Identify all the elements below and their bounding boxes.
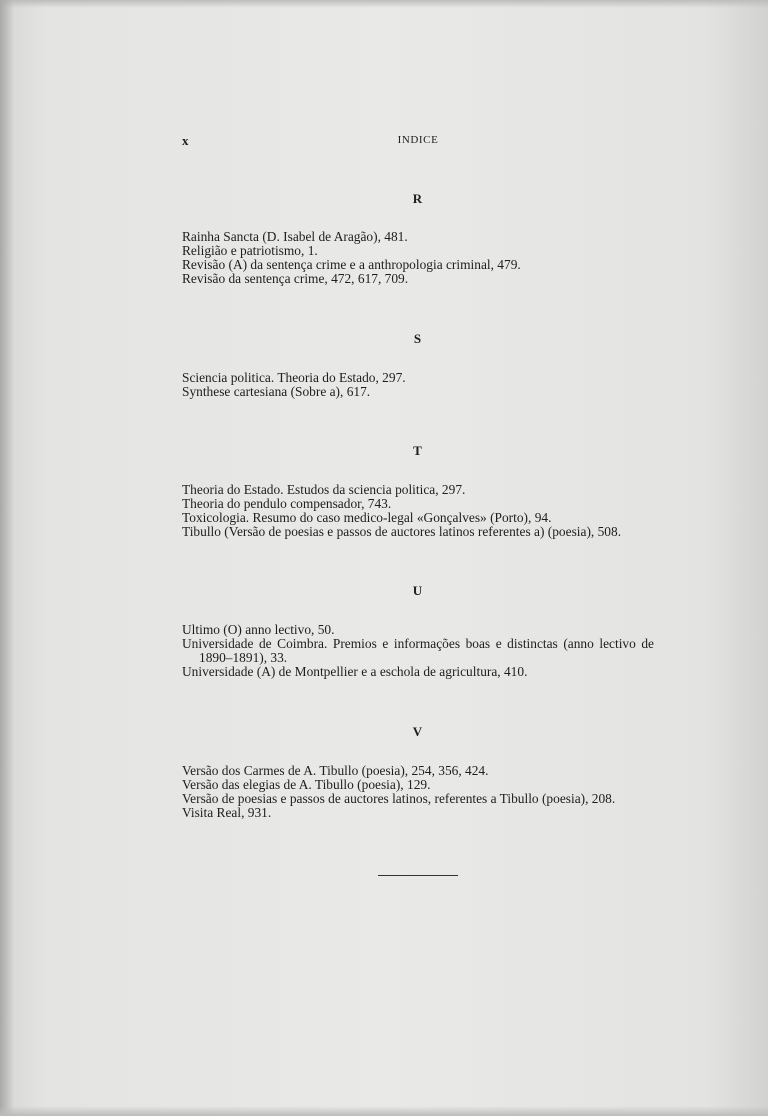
section-entries-s [182,371,654,399]
index-entry: Theoria do pendulo compensador, 743. [182,496,392,511]
index-entry: Ultimo (O) anno lectivo, 50. [182,622,335,637]
section-entries-u [182,623,654,679]
index-entry: Tibullo (Versão de poesias e passos de auctores latinos referentes a) (poesia), 508. [182,524,622,539]
page-number: x [182,133,189,148]
index-entry: Versão de poesias e passos de auctores latinos, referentes a Tibullo (poesia), 208. [182,791,616,806]
section-letter-u: U [412,583,424,598]
index-entry: Revisão da sentença crime, 472, 617, 709. [182,271,409,286]
index-entry: Theoria do Estado. Estudos da sciencia politica, 297. [182,482,466,497]
index-entry: Religião e patriotismo, 1. [182,243,318,258]
section-entries-v [182,764,654,820]
section-entries-t [182,483,654,539]
end-rule [378,875,458,876]
running-head [182,133,654,151]
section-letter-t: T [413,443,423,458]
section-letter-v: V [412,724,424,739]
index-entry: Rainha Sancta (D. Isabel de Aragão), 481. [182,229,408,244]
index-entry: Universidade de Coimbra. Premios e informações boas e distinctas (anno lectivo de 1890–1891), 33. [182,636,654,665]
index-entry: Revisão (A) da sentença crime e a anthropologia criminal, 479. [182,257,521,272]
index-entry: Versão dos Carmes de A. Tibullo (poesia), 254, 356, 424. [182,763,489,778]
page-title: INDICE [397,134,439,146]
page-edge-shadow-top [0,0,768,8]
index-entry: Versão das elegias de A. Tibullo (poesia), 129. [182,777,431,792]
section-entries-r [182,230,654,286]
section-letter-r: R [412,191,424,206]
index-entry: Synthese cartesiana (Sobre a), 617. [182,384,371,399]
index-entry: Toxicologia. Resumo do caso medico-legal «Gonçalves» (Porto), 94. [182,510,552,525]
section-letter-s: S [413,331,423,346]
index-entry: Universidade (A) de Montpellier e a eschola de agricultura, 410. [182,664,528,679]
page-edge-shadow-left [0,0,14,1116]
index-entry: Sciencia politica. Theoria do Estado, 297. [182,370,406,385]
page-edge-shadow-bottom [0,1106,768,1116]
index-entry: Visita Real, 931. [182,805,272,820]
